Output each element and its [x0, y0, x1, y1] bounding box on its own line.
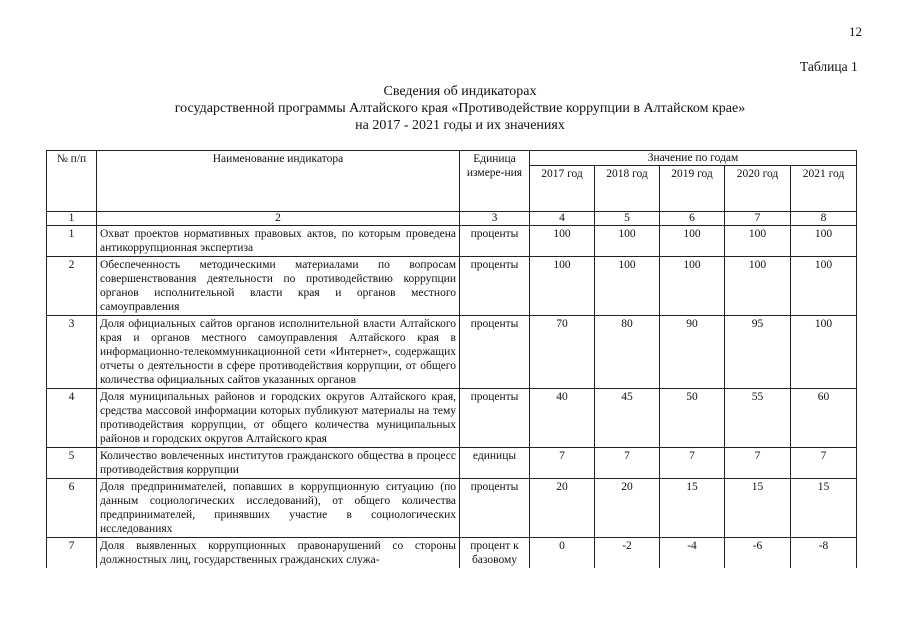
- value-cell: 15: [725, 479, 791, 538]
- row-number: 4: [47, 389, 97, 448]
- table-row: [47, 538, 857, 569]
- value-cell: 7: [595, 448, 660, 479]
- value-cell: 100: [725, 257, 791, 316]
- indicator-name: Доля муниципальных районов и городских округов Алтайского края, средства массовой информации которых публикуют материалы на тему противодействия коррупции, от общего количества муниципальных районов и городских округов Алтайского края: [97, 389, 460, 448]
- value-cell: 100: [530, 257, 595, 316]
- value-cell: -2: [595, 538, 660, 569]
- column-numbering-row: [47, 212, 857, 226]
- value-cell: 0: [530, 538, 595, 569]
- row-number: 3: [47, 316, 97, 389]
- value-cell: 100: [660, 226, 725, 257]
- header-num: № п/п: [47, 151, 97, 212]
- value-cell: 95: [725, 316, 791, 389]
- row-number: 1: [47, 226, 97, 257]
- value-cell: 100: [791, 257, 857, 316]
- value-cell: 45: [595, 389, 660, 448]
- value-cell: 7: [725, 448, 791, 479]
- value-cell: 100: [595, 226, 660, 257]
- title-line-2: государственной программы Алтайского края «Противодействие коррупции в Алтайском крае»: [174, 101, 746, 116]
- value-cell: 15: [660, 479, 725, 538]
- value-cell: -8: [791, 538, 857, 569]
- table-row: [47, 226, 857, 257]
- value-cell: 100: [791, 316, 857, 389]
- value-cell: 100: [595, 257, 660, 316]
- column-number: 7: [725, 212, 791, 226]
- unit-cell: проценты: [460, 389, 530, 448]
- page-number: 12: [849, 24, 862, 39]
- header-year: 2020 год: [725, 166, 791, 212]
- row-number: 7: [47, 538, 97, 569]
- indicator-name: Доля предпринимателей, попавших в коррупционную ситуацию (по данным социологических исследований), от общего количества предпринимателей, принявших участие в социологических исследованиях: [97, 479, 460, 538]
- title-line-1: Сведения об индикаторах: [383, 84, 537, 99]
- header-name: Наименование индикатора: [97, 151, 460, 212]
- value-cell: 100: [725, 226, 791, 257]
- value-cell: 20: [595, 479, 660, 538]
- value-cell: 15: [791, 479, 857, 538]
- column-number: 2: [97, 212, 460, 226]
- value-cell: 100: [791, 226, 857, 257]
- value-cell: 55: [725, 389, 791, 448]
- value-cell: -4: [660, 538, 725, 569]
- value-cell: -6: [725, 538, 791, 569]
- table-row: [47, 389, 857, 448]
- header-values: Значение по годам: [530, 151, 857, 166]
- document-title: [100, 83, 820, 134]
- unit-cell: проценты: [460, 479, 530, 538]
- indicator-name: Обеспеченность методическими материалами по вопросам совершенствования деятельности по противодействию коррупции органов исполнительной власти края и органов местного самоуправления: [97, 257, 460, 316]
- unit-cell: единицы: [460, 448, 530, 479]
- indicator-name: Доля официальных сайтов органов исполнительной власти Алтайского края и органов местного самоуправления Алтайского края в информационно-телекоммуникационной сети «Интернет», содержащих отчеты о деятельности в сфере противодействия коррупции, от общего количества официальных сайтов указанных органов: [97, 316, 460, 389]
- unit-cell: проценты: [460, 316, 530, 389]
- header-year: 2017 год: [530, 166, 595, 212]
- value-cell: 20: [530, 479, 595, 538]
- column-number: 8: [791, 212, 857, 226]
- table-row: [47, 448, 857, 479]
- header-unit: Единица измере-ния: [460, 151, 530, 212]
- header-year: 2019 год: [660, 166, 725, 212]
- table-row: [47, 316, 857, 389]
- value-cell: 50: [660, 389, 725, 448]
- value-cell: 7: [791, 448, 857, 479]
- value-cell: 7: [660, 448, 725, 479]
- indicator-name: Доля выявленных коррупционных правонарушений со стороны должностных лиц, государственных гражданских служа-: [97, 538, 460, 569]
- table-row: [47, 257, 857, 316]
- table-label: Таблица 1: [800, 59, 858, 74]
- indicator-name: Количество вовлеченных институтов гражданского общества в процесс противодействия коррупции: [97, 448, 460, 479]
- value-cell: 7: [530, 448, 595, 479]
- row-number: 5: [47, 448, 97, 479]
- table-row: [47, 479, 857, 538]
- row-number: 6: [47, 479, 97, 538]
- value-cell: 100: [530, 226, 595, 257]
- column-number: 4: [530, 212, 595, 226]
- value-cell: 40: [530, 389, 595, 448]
- column-number: 6: [660, 212, 725, 226]
- header-row-1: [47, 151, 857, 166]
- title-line-3: на 2017 - 2021 годы и их значениях: [355, 118, 565, 133]
- column-number: 5: [595, 212, 660, 226]
- indicator-name: Охват проектов нормативных правовых актов, по которым проведена антикоррупционная экспертиза: [97, 226, 460, 257]
- value-cell: 100: [660, 257, 725, 316]
- unit-cell: проценты: [460, 226, 530, 257]
- value-cell: 90: [660, 316, 725, 389]
- value-cell: 80: [595, 316, 660, 389]
- column-number: 3: [460, 212, 530, 226]
- value-cell: 70: [530, 316, 595, 389]
- row-number: 2: [47, 257, 97, 316]
- value-cell: 60: [791, 389, 857, 448]
- header-year: 2018 год: [595, 166, 660, 212]
- unit-cell: проценты: [460, 257, 530, 316]
- indicators-table: [46, 150, 857, 568]
- header-year: 2021 год: [791, 166, 857, 212]
- unit-cell: процент к базовому: [460, 538, 530, 569]
- column-number: 1: [47, 212, 97, 226]
